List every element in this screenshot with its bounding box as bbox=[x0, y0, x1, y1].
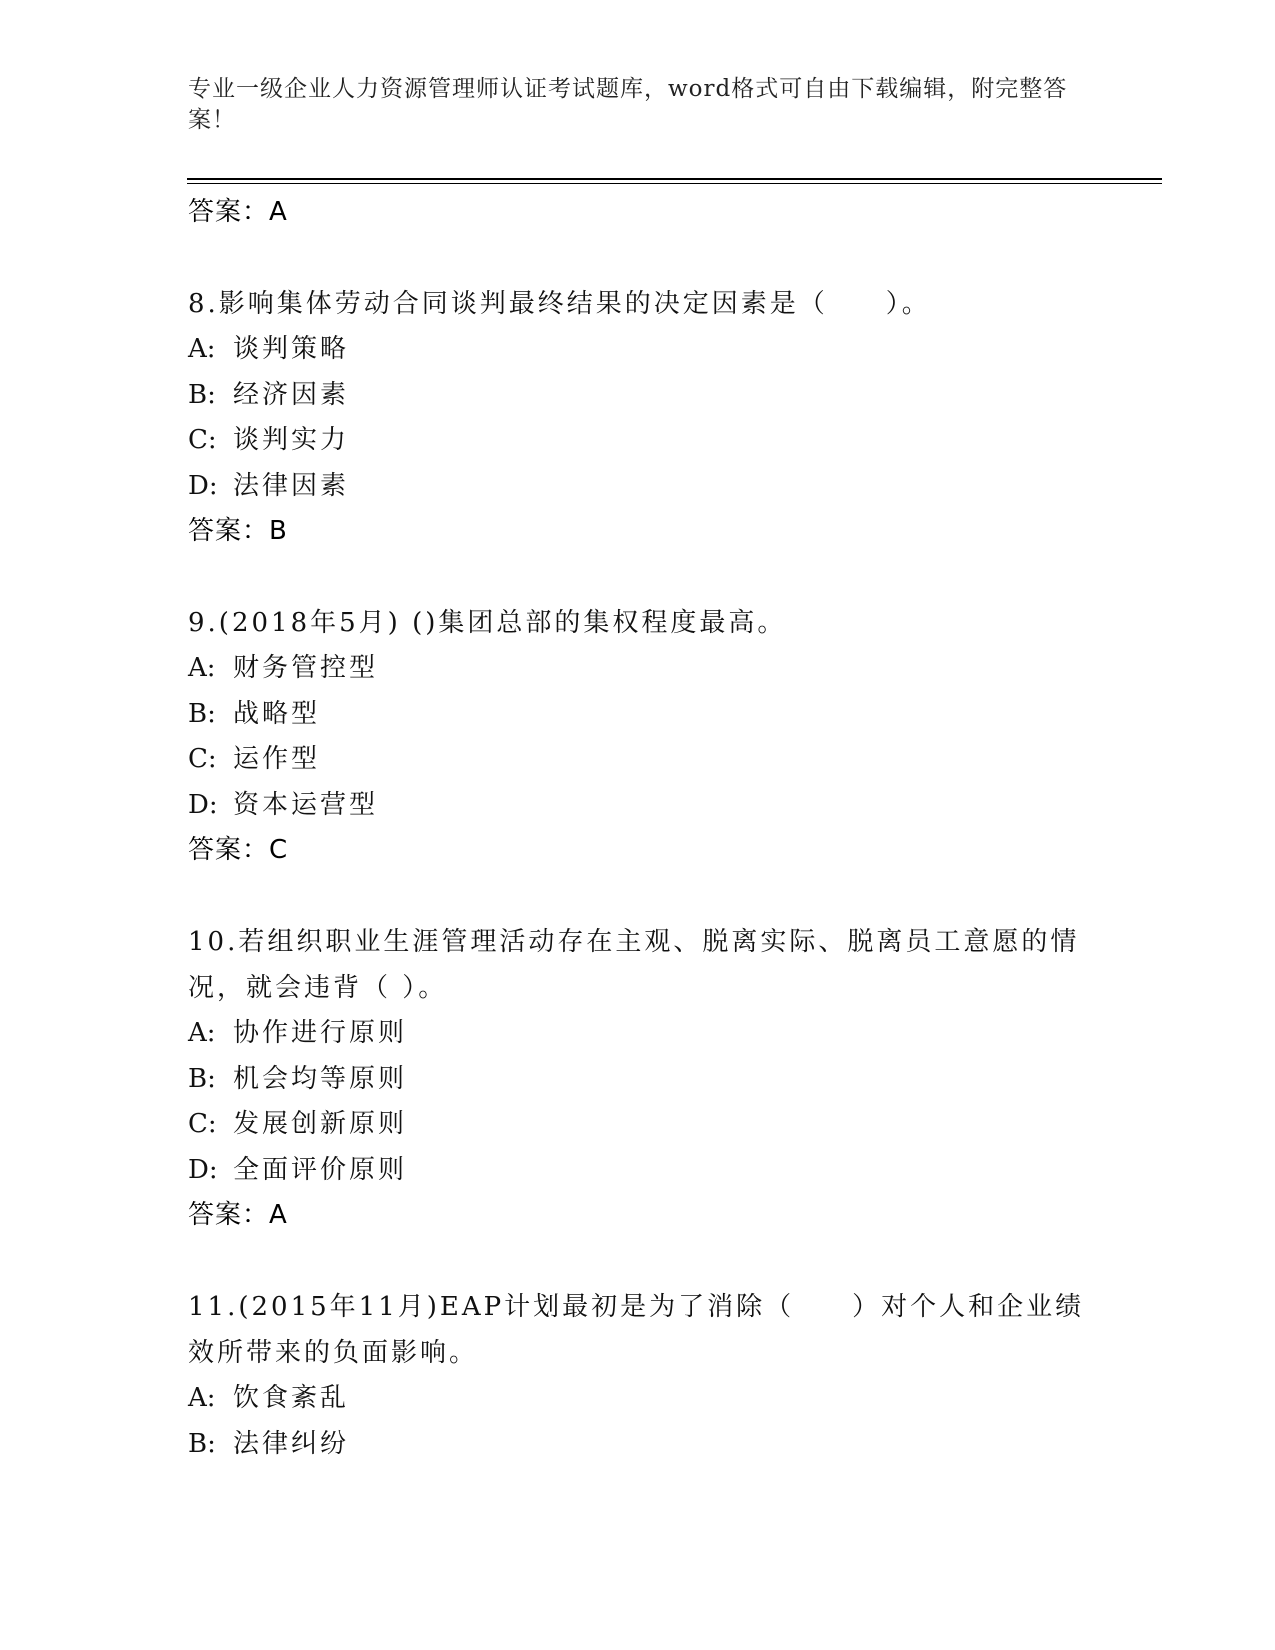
option-text: 发展创新原则 bbox=[233, 1109, 408, 1139]
option-d bbox=[188, 464, 1088, 510]
option-letter: D: bbox=[188, 1154, 218, 1185]
option-letter: B: bbox=[188, 698, 216, 729]
question-block bbox=[188, 919, 1088, 1237]
option-text: 经济因素 bbox=[233, 379, 350, 410]
option-letter: B: bbox=[188, 1428, 216, 1459]
option-text: 谈判实力 bbox=[233, 425, 350, 455]
header-divider-thick bbox=[187, 178, 1162, 180]
answer-line: 答案：C bbox=[188, 835, 289, 865]
option-letter: D: bbox=[188, 470, 218, 501]
option-d bbox=[188, 1148, 1088, 1194]
option-a bbox=[188, 646, 1088, 692]
option-c bbox=[188, 1102, 1088, 1148]
question-block bbox=[188, 1284, 1088, 1467]
option-text: 财务管控型 bbox=[233, 653, 379, 683]
option-letter: C: bbox=[188, 425, 217, 455]
question-stem: 10.若组织职业生涯管理活动存在主观、脱离实际、脱离员工意愿的情况，就会违背（ ）。 bbox=[188, 927, 1080, 1003]
page-header: 专业一级企业人力资源管理师认证考试题库，word格式可自由下载编辑，附完整答案！ bbox=[188, 76, 1068, 133]
option-text: 饮食紊乱 bbox=[233, 1383, 350, 1413]
question-stem: 8.影响集体劳动合同谈判最终结果的决定因素是（ ）。 bbox=[188, 289, 931, 319]
option-d bbox=[188, 783, 1088, 829]
option-a bbox=[188, 1011, 1088, 1057]
option-text: 战略型 bbox=[233, 698, 321, 729]
option-letter: C: bbox=[188, 1109, 217, 1139]
option-letter: A: bbox=[188, 334, 216, 364]
option-text: 协作进行原则 bbox=[233, 1018, 408, 1048]
question-stem: 9.(2018年5月) ()集团总部的集权程度最高。 bbox=[188, 608, 787, 638]
option-text: 运作型 bbox=[233, 744, 321, 774]
answer-line: 答案：A bbox=[188, 197, 288, 227]
option-letter: B: bbox=[188, 1063, 216, 1094]
question-stem: 11.(2015年11月)EAP计划最初是为了消除（ ）对个人和企业绩效所带来的负面影响。 bbox=[188, 1292, 1085, 1368]
option-b bbox=[188, 1422, 1088, 1468]
option-text: 法律纠纷 bbox=[233, 1428, 350, 1459]
option-c bbox=[188, 737, 1088, 783]
option-text: 法律因素 bbox=[233, 470, 350, 501]
question-block bbox=[188, 281, 1088, 553]
option-c bbox=[188, 418, 1088, 464]
option-letter: B: bbox=[188, 379, 216, 410]
option-letter: A: bbox=[188, 1383, 216, 1413]
option-b bbox=[188, 373, 1088, 419]
option-b bbox=[188, 692, 1088, 738]
header-divider-thin bbox=[187, 183, 1162, 184]
question-block bbox=[188, 600, 1088, 872]
answer-line: 答案：A bbox=[188, 1200, 288, 1230]
option-a bbox=[188, 1376, 1088, 1422]
option-letter: C: bbox=[188, 744, 217, 774]
option-letter: A: bbox=[188, 1018, 216, 1048]
option-text: 谈判策略 bbox=[233, 334, 350, 364]
option-letter: A: bbox=[188, 653, 216, 683]
question-list bbox=[188, 190, 1088, 1467]
option-a bbox=[188, 327, 1088, 373]
option-letter: D: bbox=[188, 789, 218, 820]
option-text: 资本运营型 bbox=[233, 789, 379, 820]
option-b bbox=[188, 1057, 1088, 1103]
option-text: 全面评价原则 bbox=[233, 1154, 408, 1185]
answer-line: 答案：B bbox=[188, 516, 288, 546]
option-text: 机会均等原则 bbox=[233, 1063, 408, 1094]
